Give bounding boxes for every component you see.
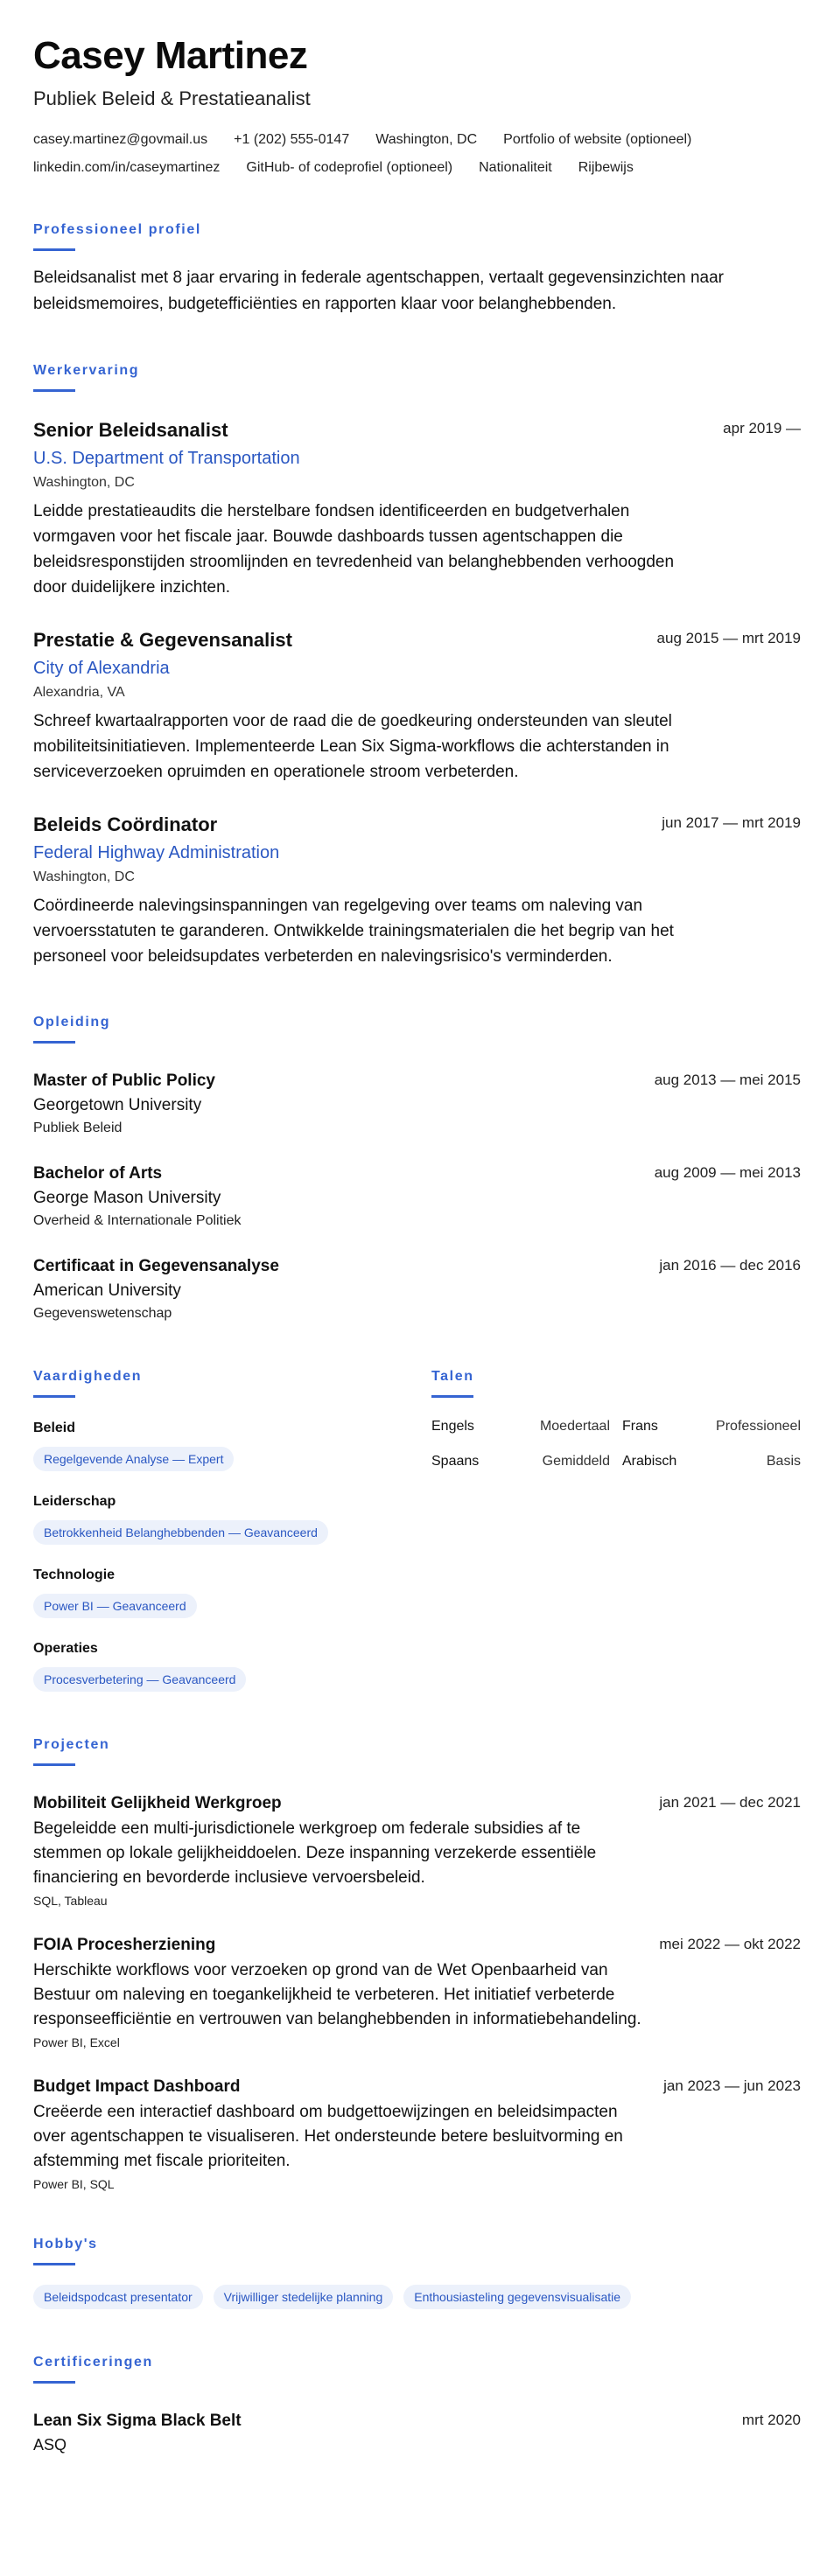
section-divider (33, 1041, 75, 1044)
languages-column (431, 1323, 801, 1692)
contact-email[interactable]: casey.martinez@govmail.us (33, 132, 208, 147)
certification-date: mrt 2020 (741, 2412, 801, 2428)
profile-summary: Beleidsanalist met 8 jaar ervaring in federale agentschappen, vertaalt gegevensinzichten naar beleidsmemoires, budgetefficiënties en rapporten klaar voor belanghebbenden. (33, 269, 724, 313)
education-list (33, 1070, 801, 1323)
section-title-projects: Projecten (33, 1737, 110, 1752)
skill-group (33, 1494, 431, 1545)
contact-phone[interactable]: +1 (202) 555-0147 (234, 132, 350, 147)
section-divider (33, 389, 75, 392)
skill-category: Leiderschap (33, 1494, 116, 1509)
section-divider (33, 1395, 75, 1398)
skill-pill: Power BI — Geavanceerd (33, 1594, 197, 1618)
contact-location: Washington, DC (375, 132, 478, 147)
skill-category: Beleid (33, 1421, 76, 1435)
section-title-languages: Talen (431, 1369, 474, 1384)
job-company: U.S. Department of Transportation (33, 449, 300, 468)
language-name: Spaans (431, 1454, 480, 1469)
project-tech: Power BI, Excel (33, 2035, 120, 2049)
hobby-pill: Beleidspodcast presentator (33, 2285, 203, 2309)
job-location: Washington, DC (33, 869, 135, 884)
contact-row-2 (33, 159, 801, 177)
education-entry (33, 1162, 801, 1231)
candidate-headline: Publiek Beleid & Prestatieanalist (33, 87, 311, 109)
skill-category: Technologie (33, 1567, 116, 1582)
language-name: Frans (622, 1419, 658, 1434)
job-title: Prestatie & Gegevensanalist (33, 629, 292, 651)
candidate-name: Casey Martinez (33, 34, 308, 77)
project-tech: SQL, Tableau (33, 1894, 108, 1908)
education-entry (33, 1255, 801, 1323)
project-entry (33, 1934, 801, 2049)
language-name: Engels (431, 1419, 474, 1434)
contact-row-1 (33, 131, 801, 149)
project-tech: Power BI, SQL (33, 2177, 115, 2191)
section-title-hobbies: Hobby's (33, 2237, 98, 2251)
language-level: Basis (766, 1454, 801, 1469)
skills-languages-row (33, 1323, 801, 1692)
education-date: jan 2016 — dec 2016 (659, 1257, 801, 1274)
language-item (431, 1454, 610, 1470)
language-item (622, 1454, 801, 1470)
language-name: Arabisch (622, 1454, 677, 1469)
skill-group (33, 1421, 431, 1471)
project-description: Herschikte workflows voor verzoeken op grond van de Wet Openbaarheid van Bestuur om naleving en toegankelijkheid te verbeteren. Het initiatief verbeterde responseefficiëntie en vertrouwen van belanghebbenden in informatiebehandeling. (33, 1961, 641, 2028)
education-degree: Bachelor of Arts (33, 1164, 163, 1183)
hobby-pill: Vrijwilliger stedelijke planning (214, 2285, 394, 2309)
contact-nationality: Nationaliteit (479, 160, 552, 175)
job-location: Alexandria, VA (33, 685, 125, 700)
skill-group (33, 1641, 431, 1692)
education-school: George Mason University (33, 1189, 221, 1207)
section-divider (33, 2381, 75, 2384)
skill-pill: Procesverbetering — Geavanceerd (33, 1667, 246, 1692)
education-date: aug 2009 — mei 2013 (654, 1164, 801, 1181)
job-date: apr 2019 — (723, 420, 801, 436)
job-location: Washington, DC (33, 475, 135, 490)
skill-pill: Betrokkenheid Belanghebbenden — Geavanceerd (33, 1520, 328, 1545)
job-description: Schreef kwartaalrapporten voor de raad die de goedkeuring ondersteunden van sleutel mobiliteitsinitiatieven. Implementeerde Lean Six Sigma-workflows die achterstanden in serviceverzoeken opruimden en operationele stroom verbeterden. (33, 712, 672, 781)
skills-column (33, 1323, 431, 1692)
education-degree: Certificaat in Gegevensanalyse (33, 1257, 279, 1275)
project-title: FOIA Procesherziening (33, 1936, 216, 1954)
education-field: Overheid & Internationale Politiek (33, 1213, 242, 1228)
contact-linkedin[interactable]: linkedin.com/in/caseymartinez (33, 160, 221, 175)
section-title-experience: Werkervaring (33, 363, 140, 378)
project-entry (33, 2076, 801, 2191)
project-entry (33, 1792, 801, 1908)
certification-title: Lean Six Sigma Black Belt (33, 2412, 242, 2430)
language-item (431, 1419, 610, 1435)
language-item (622, 1419, 801, 1435)
project-title: Budget Impact Dashboard (33, 2077, 241, 2096)
education-field: Publiek Beleid (33, 1120, 123, 1135)
education-entry (33, 1070, 801, 1138)
contact-license: Rijbewijs (578, 160, 634, 175)
job-company: Federal Highway Administration (33, 843, 280, 862)
skill-group (33, 1567, 431, 1618)
hobbies-list (33, 2285, 801, 2309)
language-level: Professioneel (716, 1419, 801, 1434)
skill-category: Operaties (33, 1641, 98, 1656)
job-entry (33, 418, 801, 600)
experience-list (33, 418, 801, 969)
section-title-certifications: Certificeringen (33, 2355, 153, 2370)
projects-list (33, 1792, 801, 2191)
job-title: Beleids Coördinator (33, 813, 218, 835)
certification-issuer: ASQ (33, 2436, 67, 2454)
job-company: City of Alexandria (33, 659, 170, 678)
section-title-profile: Professioneel profiel (33, 222, 201, 237)
job-date: jun 2017 — mrt 2019 (662, 814, 801, 831)
job-entry (33, 813, 801, 969)
job-description: Coördineerde nalevingsinspanningen van regelgeving over teams om naleving van vervoersstatuten te garanderen. Ontwikkelde trainingsmaterialen die het begrip van het personeel voor beleidsupdates verbeterden en nalevingsrisico's verminderden. (33, 897, 674, 966)
section-divider (33, 2263, 75, 2265)
job-entry (33, 628, 801, 785)
section-divider (33, 1763, 75, 1766)
job-date: aug 2015 — mrt 2019 (656, 630, 801, 646)
education-degree: Master of Public Policy (33, 1072, 215, 1090)
project-date: jan 2023 — jun 2023 (663, 2077, 801, 2094)
language-level: Moedertaal (539, 1419, 610, 1434)
project-description: Creëerde een interactief dashboard om budgettoewijzingen en beleidsimpacten over agentschappen te visualiseren. Het ondersteunde betere besluitvorming en afstemming met fiscale prioriteiten. (33, 2103, 623, 2170)
project-date: jan 2021 — dec 2021 (659, 1794, 801, 1811)
contact-github[interactable]: GitHub- of codeprofiel (optioneel) (246, 160, 453, 175)
job-title: Senior Beleidsanalist (33, 419, 228, 441)
job-description: Leidde prestatieaudits die herstelbare fondsen identificeerden en budgetverhalen vormgaven voor het fiscale jaar. Bouwde dashboards tussen agentschappen die beleidsresponstijden stroomlijnden en tevredenheid van belanghebbenden verhoogden door duidelijkere inzichten. (33, 502, 675, 597)
education-field: Gegevenswetenschap (33, 1306, 172, 1321)
project-description: Begeleidde een multi-jurisdictionele werkgroep om federale subsidies af te stemmen op lokale gelijkheiddoelen. Deze inspanning verzekerde essentiële financiering en bevorderde inclusieve vervoersbeleid. (33, 1819, 597, 1887)
section-title-education: Opleiding (33, 1015, 111, 1030)
project-date: mei 2022 — okt 2022 (659, 1936, 801, 1952)
languages-grid (431, 1419, 801, 1470)
certification-entry (33, 2410, 801, 2455)
section-divider (33, 248, 75, 251)
section-title-skills: Vaardigheden (33, 1369, 143, 1384)
language-level: Gemiddeld (542, 1454, 610, 1469)
hobby-pill: Enthousiasteling gegevensvisualisatie (403, 2285, 631, 2309)
education-school: American University (33, 1281, 181, 1300)
section-divider (431, 1395, 473, 1398)
skill-pill: Regelgevende Analyse — Expert (33, 1447, 234, 1471)
education-school: Georgetown University (33, 1096, 202, 1114)
education-date: aug 2013 — mei 2015 (654, 1072, 801, 1088)
contact-portfolio[interactable]: Portfolio of website (optioneel) (503, 132, 692, 147)
project-title: Mobiliteit Gelijkheid Werkgroep (33, 1794, 282, 1812)
